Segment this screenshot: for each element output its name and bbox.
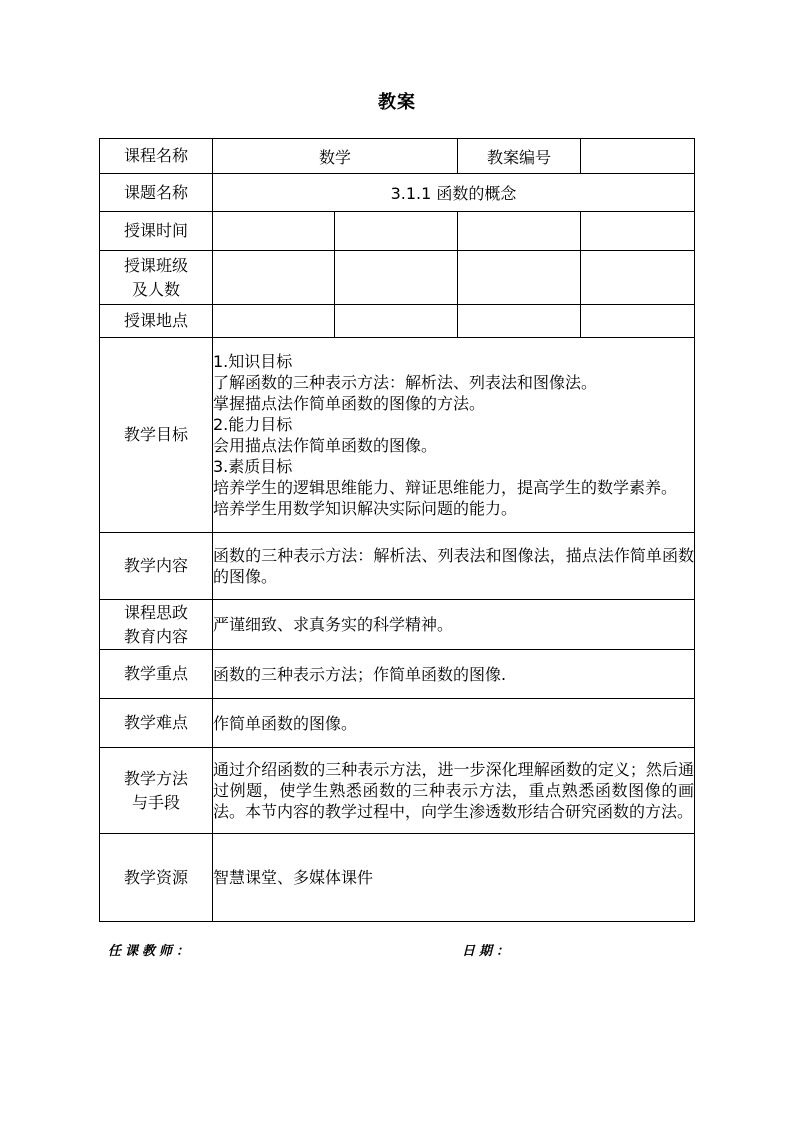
objectives-line: 掌握描点法作简单函数的图像的方法。 xyxy=(213,394,486,413)
place-cell-3 xyxy=(458,305,581,338)
place-cell-4 xyxy=(581,305,695,338)
table-row xyxy=(100,650,695,699)
objectives-content xyxy=(213,338,695,533)
table-row xyxy=(100,533,695,600)
place-label: 授课地点 xyxy=(100,305,213,338)
course-name-value: 数学 xyxy=(213,139,458,174)
place-cell-1 xyxy=(213,305,335,338)
methods-label-line1: 教学方法 xyxy=(123,768,188,788)
key-points-label: 教学重点 xyxy=(100,650,213,699)
content-label: 教学内容 xyxy=(100,533,213,600)
difficulties-text: 作简单函数的图像。 xyxy=(213,699,695,748)
time-cell-1 xyxy=(213,212,335,251)
ideology-label xyxy=(100,600,213,650)
objectives-line: 培养学生的逻辑思维能力、辩证思维能力，提高学生的数学素养。 xyxy=(213,478,678,497)
objectives-line: 会用描点法作简单函数的图像。 xyxy=(213,436,438,455)
key-points-text: 函数的三种表示方法；作简单函数的图像. xyxy=(213,650,695,699)
document-title: 教案 xyxy=(378,92,416,113)
class-label-line1: 授课班级 xyxy=(123,255,188,275)
resources-text: 智慧课堂、多媒体课件 xyxy=(213,834,695,922)
topic-value: 3.1.1 函数的概念 xyxy=(213,174,695,212)
table-row xyxy=(100,748,695,834)
objectives-line: 1.知识目标 xyxy=(213,352,293,371)
ideology-label-line1: 课程思政 xyxy=(123,602,188,622)
objectives-line: 了解函数的三种表示方法：解析法、列表法和图像法。 xyxy=(213,373,598,392)
table-row xyxy=(100,600,695,650)
objectives-line: 2.能力目标 xyxy=(213,415,293,434)
table-row xyxy=(100,174,695,212)
table-row xyxy=(100,305,695,338)
objectives-line: 3.素质目标 xyxy=(213,457,293,476)
plan-no-value xyxy=(581,139,695,174)
table-row xyxy=(100,699,695,748)
objectives-label: 教学目标 xyxy=(100,338,213,533)
course-name-label: 课程名称 xyxy=(100,139,213,174)
time-label: 授课时间 xyxy=(100,212,213,251)
time-cell-3 xyxy=(458,212,581,251)
objectives-line: 培养学生用数学知识解决实际问题的能力。 xyxy=(213,499,518,518)
resources-label: 教学资源 xyxy=(100,834,213,922)
class-cell-2 xyxy=(335,251,458,305)
table-row xyxy=(100,139,695,174)
methods-label-line2: 与手段 xyxy=(131,792,180,812)
class-label-line2: 及人数 xyxy=(131,279,180,299)
date-label: 日期： xyxy=(462,944,514,959)
ideology-label-line2: 教育内容 xyxy=(123,626,188,646)
table-row xyxy=(100,338,695,533)
time-cell-2 xyxy=(335,212,458,251)
ideology-text: 严谨细致、求真务实的科学精神。 xyxy=(213,600,695,650)
content-text: 函数的三种表示方法：解析法、列表法和图像法，描点法作简单函数的图像。 xyxy=(213,533,695,600)
lesson-plan-table xyxy=(99,138,695,922)
topic-label: 课题名称 xyxy=(100,174,213,212)
teacher-label: 任课教师： xyxy=(108,944,194,959)
plan-no-label: 教案编号 xyxy=(458,139,581,174)
methods-label xyxy=(100,748,213,834)
table-row xyxy=(100,251,695,305)
class-cell-4 xyxy=(581,251,695,305)
methods-text: 通过介绍函数的三种表示方法，进一步深化理解函数的定义；然后通过例题，使学生熟悉函数的三种表示方法，重点熟悉函数图像的画法。本节内容的教学过程中，向学生渗透数形结合研究函数的方法。 xyxy=(213,748,695,834)
time-cell-4 xyxy=(581,212,695,251)
table-row xyxy=(100,212,695,251)
difficulties-label: 教学难点 xyxy=(100,699,213,748)
class-cell-1 xyxy=(213,251,335,305)
table-row xyxy=(100,834,695,922)
class-label xyxy=(100,251,213,305)
place-cell-2 xyxy=(335,305,458,338)
class-cell-3 xyxy=(458,251,581,305)
